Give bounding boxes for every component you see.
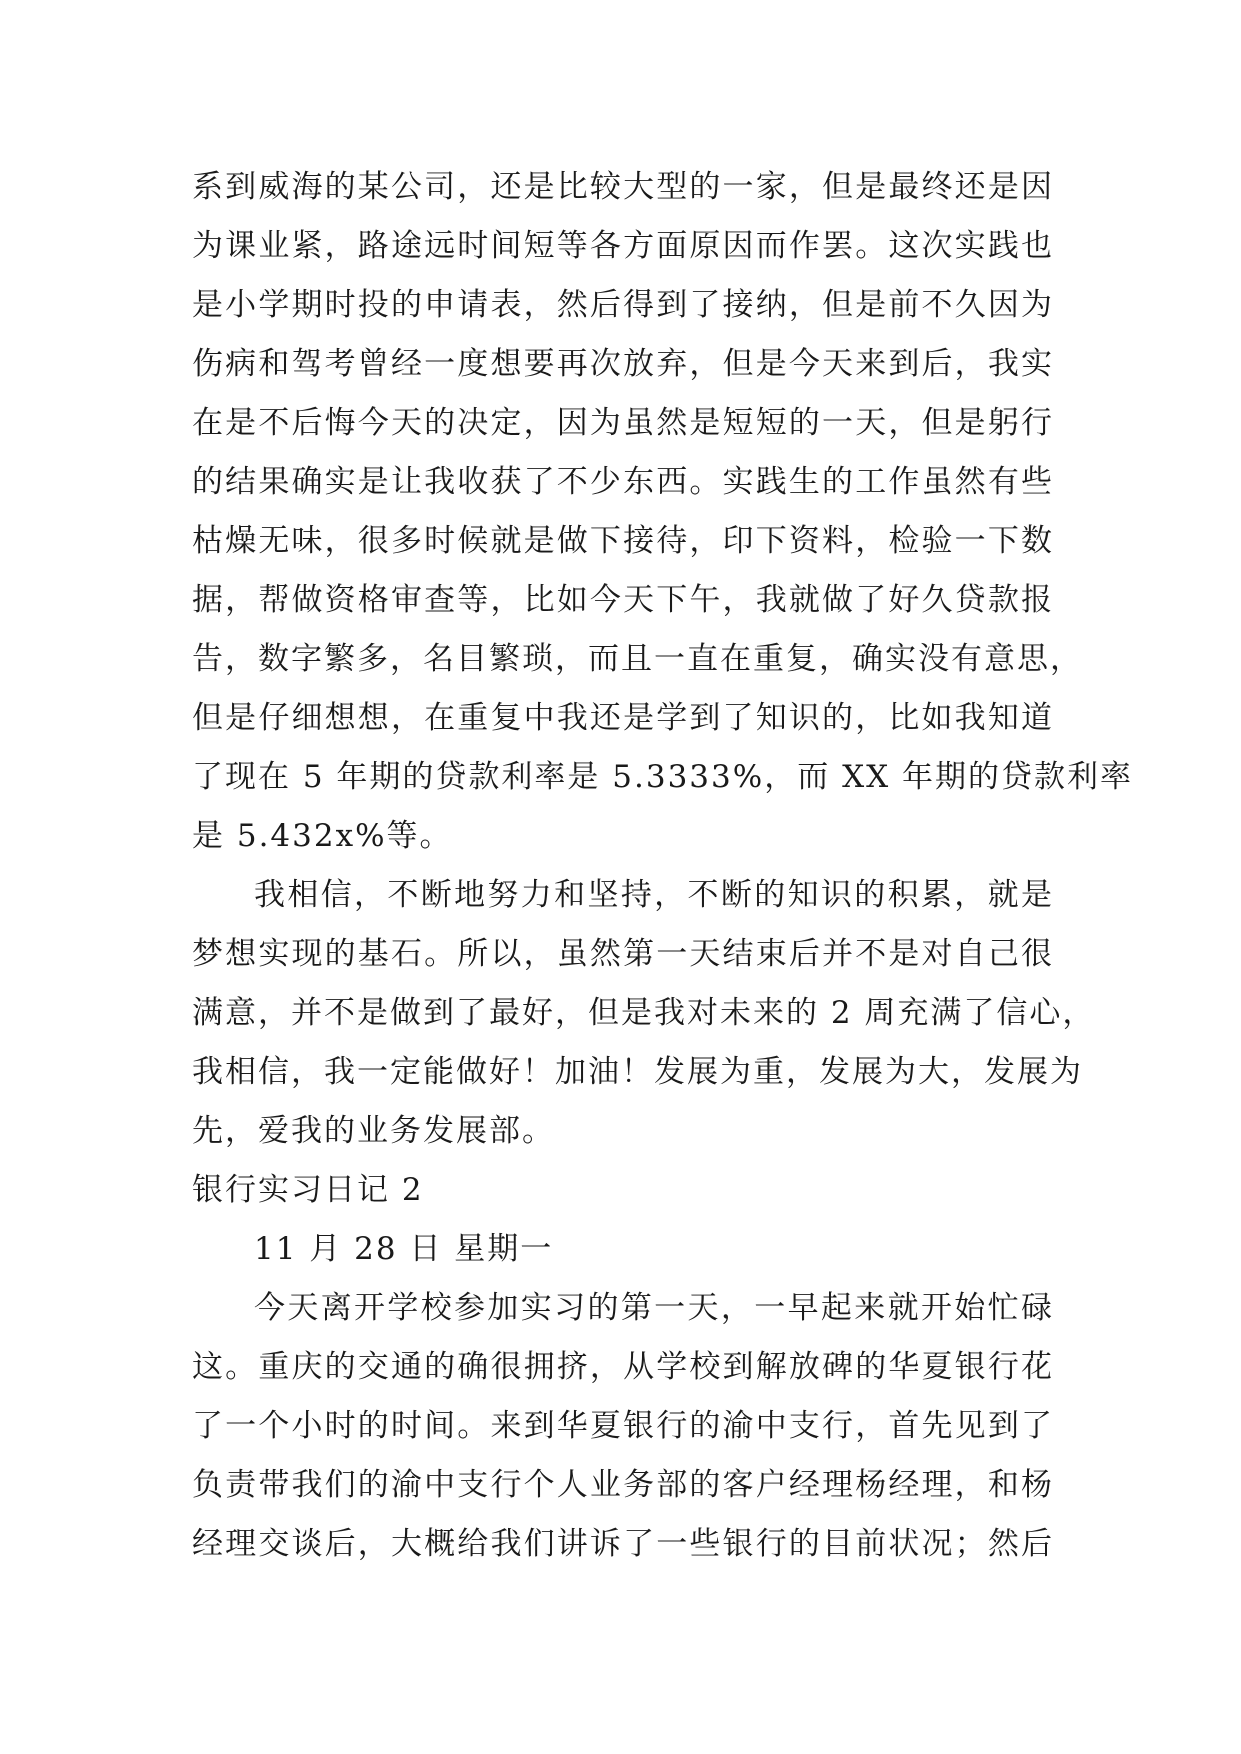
text-line: 伤病和驾考曾经一度想要再次放弃，但是今天来到后，我实 bbox=[192, 346, 1054, 382]
date-line: 11 月 28 日 星期一 bbox=[254, 1231, 554, 1267]
paragraph-1 bbox=[192, 158, 1134, 866]
text-line: 的结果确实是让我收获了不少东西。实践生的工作虽然有些 bbox=[192, 464, 1054, 500]
document-page bbox=[192, 158, 1134, 1574]
text-line: 是 5.432x%等。 bbox=[192, 818, 453, 854]
text-line: 但是仔细想想，在重复中我还是学到了知识的，比如我知道 bbox=[192, 700, 1054, 736]
paragraph-3 bbox=[192, 1279, 1054, 1574]
text-line: 据，帮做资格审查等，比如今天下午，我就做了好久贷款报 bbox=[192, 582, 1054, 618]
text-line: 了现在 5 年期的贷款利率是 5.3333%，而 XX 年期的贷款利率 bbox=[192, 759, 1134, 795]
text-line: 是小学期时投的申请表，然后得到了接纳，但是前不久因为 bbox=[192, 287, 1054, 323]
text-line: 我相信，我一定能做好！加油！发展为重，发展为大，发展为 bbox=[192, 1054, 1083, 1090]
text-line: 系到威海的某公司，还是比较大型的一家，但是最终还是因 bbox=[192, 169, 1054, 205]
paragraph-2 bbox=[192, 866, 1096, 1161]
text-line: 在是不后悔今天的决定，因为虽然是短短的一天，但是躬行 bbox=[192, 405, 1054, 441]
text-line: 经理交谈后，大概给我们讲诉了一些银行的目前状况；然后 bbox=[192, 1526, 1054, 1562]
text-line: 这。重庆的交通的确很拥挤，从学校到解放碑的华夏银行花 bbox=[192, 1349, 1054, 1385]
text-line: 了一个小时的时间。来到华夏银行的渝中支行，首先见到了 bbox=[192, 1408, 1054, 1444]
text-line: 负责带我们的渝中支行个人业务部的客户经理杨经理，和杨 bbox=[192, 1467, 1054, 1503]
text-line: 今天离开学校参加实习的第一天，一早起来就开始忙碌 bbox=[254, 1290, 1054, 1326]
text-line: 先，爱我的业务发展部。 bbox=[192, 1113, 555, 1149]
text-line: 枯燥无味，很多时候就是做下接待，印下资料，检验一下数 bbox=[192, 523, 1054, 559]
text-line: 梦想实现的基石。所以，虽然第一天结束后并不是对自己很 bbox=[192, 936, 1054, 972]
text-line: 我相信，不断地努力和坚持，不断的知识的积累，就是 bbox=[254, 877, 1054, 913]
text-line: 为课业紧，路途远时间短等各方面原因而作罢。这次实践也 bbox=[192, 228, 1054, 264]
text-line: 满意，并不是做到了最好，但是我对未来的 2 周充满了信心， bbox=[192, 995, 1096, 1031]
section-title: 银行实习日记 2 bbox=[192, 1172, 424, 1208]
text-line: 告，数字繁多，名目繁琐，而且一直在重复，确实没有意思， bbox=[192, 641, 1083, 677]
